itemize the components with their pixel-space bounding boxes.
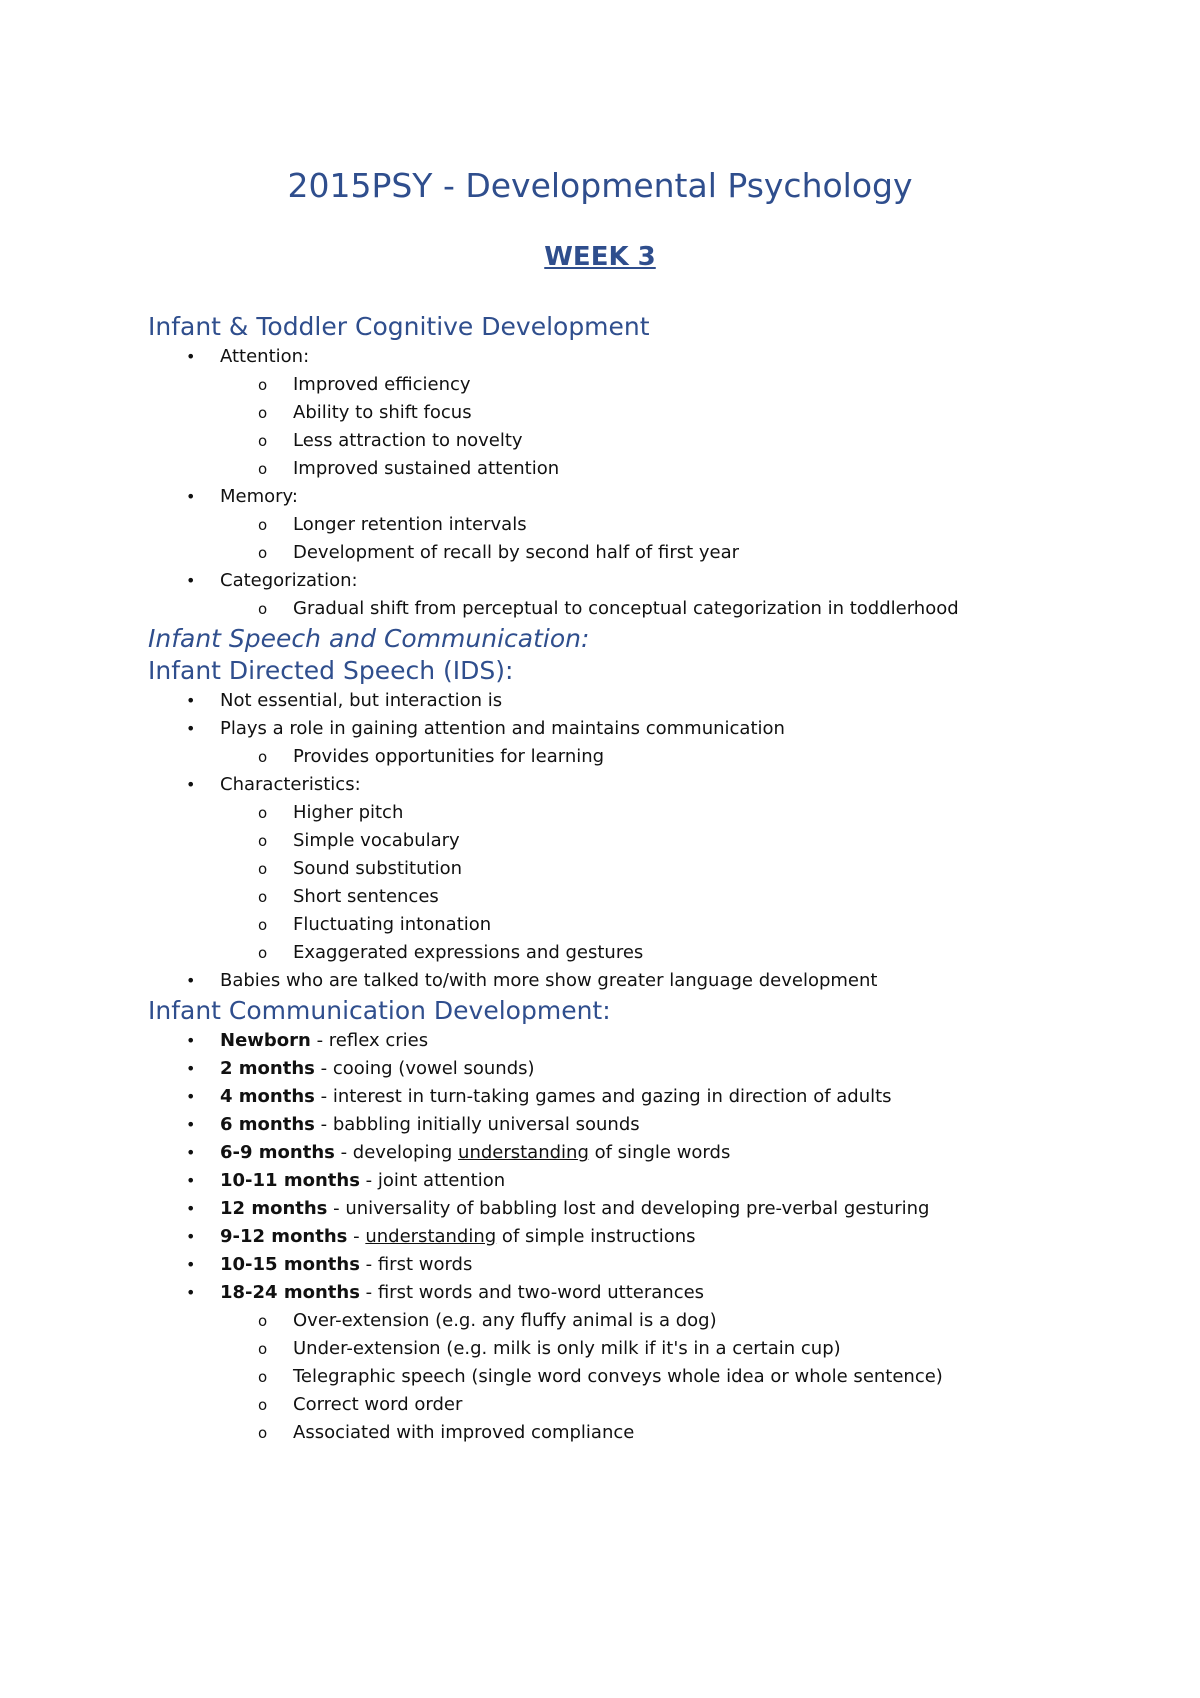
bullet-dot-icon: • [186,775,196,794]
milestone-age: 4 months [220,1086,315,1107]
bullet-circle-icon: o [258,916,268,934]
bullet-circle-icon: o [258,404,268,422]
sub-list-item [148,1419,1158,1447]
bullet-dot-icon: • [186,971,196,990]
milestone-desc: - developing [334,1142,459,1163]
bullet-circle-icon: o [258,376,268,394]
milestone-desc-end: of single words [588,1142,731,1163]
communication-list [148,1027,1158,1447]
sub-list-item-text: Gradual shift from perceptual to conceptual categorization in toddlerhood [293,598,959,619]
bullet-dot-icon: • [186,571,196,590]
milestone-underlined: understanding [365,1226,497,1247]
sub-list-item-text: Improved efficiency [293,374,471,395]
section-heading-communication: Infant Communication Development: [148,996,611,1025]
sub-list-item [148,1307,1158,1335]
bullet-circle-icon: o [258,544,268,562]
bullet-dot-icon: • [186,347,196,366]
section-heading-cognitive: Infant & Toddler Cognitive Development [148,312,650,341]
milestone-age: 6 months [220,1114,315,1135]
milestone-age: Newborn [220,1030,311,1051]
sub-list-item-text: Sound substitution [293,858,462,879]
bullet-circle-icon: o [258,860,268,878]
list-item [148,967,1158,995]
list-item-text: Memory: [220,486,298,507]
bullet-circle-icon: o [258,1396,268,1414]
sub-list-item-text: Correct word order [293,1394,463,1415]
bullet-dot-icon: • [186,691,196,710]
sub-list-item [148,855,1158,883]
list-item [148,771,1158,799]
milestone-desc: - first words [359,1254,473,1275]
bullet-dot-icon: • [186,1143,196,1162]
bullet-dot-icon: • [186,487,196,506]
milestone-item [148,1251,1158,1279]
bullet-dot-icon: • [186,1255,196,1274]
milestone-desc: - [347,1226,366,1247]
bullet-dot-icon: • [186,1171,196,1190]
list-item [148,483,1158,511]
sub-list-item [148,371,1158,399]
bullet-dot-icon: • [186,1115,196,1134]
bullet-circle-icon: o [258,832,268,850]
milestone-age: 12 months [220,1198,328,1219]
sub-list-item-text: Ability to shift focus [293,402,472,423]
bullet-dot-icon: • [186,1059,196,1078]
bullet-circle-icon: o [258,1368,268,1386]
sub-list-item [148,743,1158,771]
bullet-circle-icon: o [258,460,268,478]
list-item [148,715,1158,743]
bullet-circle-icon: o [258,1340,268,1358]
milestone-desc: - babbling initially universal sounds [314,1114,640,1135]
sub-list-item-text: Associated with improved compliance [293,1422,635,1443]
milestone-item [148,1083,1158,1111]
sub-list-item-text: Development of recall by second half of first year [293,542,740,563]
milestone-desc: - reflex cries [310,1030,429,1051]
milestone-underlined: understanding [458,1142,589,1163]
sub-list-item-text: Over-extension (e.g. any fluffy animal is a dog) [293,1310,717,1331]
milestone-item [148,1195,1158,1223]
milestone-desc: - cooing (vowel sounds) [314,1058,535,1079]
bullet-dot-icon: • [186,1087,196,1106]
sub-list-item [148,595,1158,623]
bullet-circle-icon: o [258,600,268,618]
list-item-text: Categorization: [220,570,358,591]
milestone-item [148,1139,1158,1167]
bullet-circle-icon: o [258,748,268,766]
milestone-age: 18-24 months [220,1282,360,1303]
milestone-age: 10-15 months [220,1254,360,1275]
sub-list-item [148,827,1158,855]
milestone-age: 9-12 months [220,1226,348,1247]
sub-list-item [148,799,1158,827]
milestone-item [148,1223,1158,1251]
sub-list-item [148,511,1158,539]
sub-list-item [148,427,1158,455]
cognitive-list [148,343,1158,623]
list-item-text: Characteristics: [220,774,361,795]
notes-content [148,311,1158,1447]
sub-list-item-text: Exaggerated expressions and gestures [293,942,644,963]
section-heading-ids: Infant Directed Speech (IDS): [148,656,514,685]
sub-list-item-text: Less attraction to novelty [293,430,523,451]
bullet-circle-icon: o [258,888,268,906]
bullet-circle-icon: o [258,804,268,822]
milestone-item [148,1111,1158,1139]
bullet-dot-icon: • [186,1283,196,1302]
bullet-dot-icon: • [186,1031,196,1050]
sub-list-item [148,1335,1158,1363]
sub-list-item-text: Provides opportunities for learning [293,746,605,767]
list-item [148,567,1158,595]
bullet-circle-icon: o [258,1312,268,1330]
milestone-item [148,1055,1158,1083]
sub-list-item-text: Fluctuating intonation [293,914,492,935]
sub-list-item-text: Longer retention intervals [293,514,527,535]
sub-list-item-text: Higher pitch [293,802,404,823]
milestone-desc: - interest in turn-taking games and gazing in direction of adults [314,1086,892,1107]
milestone-desc: - universality of babbling lost and developing pre-verbal gesturing [327,1198,930,1219]
bullet-circle-icon: o [258,1424,268,1442]
list-item-text: Attention: [220,346,310,367]
bullet-circle-icon: o [258,516,268,534]
sub-list-item [148,539,1158,567]
bullet-dot-icon: • [186,719,196,738]
sub-list-item [148,939,1158,967]
sub-list-item-text: Under-extension (e.g. milk is only milk if it's in a certain cup) [293,1338,841,1359]
sub-list-item-text: Telegraphic speech (single word conveys whole idea or whole sentence) [293,1366,943,1387]
milestone-age: 10-11 months [220,1170,360,1191]
milestone-item [148,1279,1158,1307]
list-item-text: Babies who are talked to/with more show greater language development [220,970,878,991]
milestone-desc: - joint attention [359,1170,506,1191]
bullet-circle-icon: o [258,944,268,962]
sub-list-item [148,1391,1158,1419]
milestone-age: 2 months [220,1058,315,1079]
milestone-age: 6-9 months [220,1142,335,1163]
sub-list-item [148,911,1158,939]
bullet-dot-icon: • [186,1227,196,1246]
list-item-text: Not essential, but interaction is [220,690,503,711]
milestone-desc-end: of simple instructions [496,1226,696,1247]
sub-list-item [148,883,1158,911]
section-heading-speech: Infant Speech and Communication: [148,624,590,653]
week-heading: WEEK 3 [544,242,656,272]
milestone-desc: - first words and two-word utterances [359,1282,705,1303]
bullet-circle-icon: o [258,432,268,450]
bullet-dot-icon: • [186,1199,196,1218]
list-item-text: Plays a role in gaining attention and maintains communication [220,718,785,739]
sub-list-item [148,1363,1158,1391]
ids-list [148,687,1158,995]
sub-list-item [148,455,1158,483]
sub-list-item-text: Improved sustained attention [293,458,560,479]
milestone-item [148,1027,1158,1055]
sub-list-item [148,399,1158,427]
document-title: 2015PSY - Developmental Psychology [287,166,913,205]
sub-list-item-text: Short sentences [293,886,439,907]
sub-list-item-text: Simple vocabulary [293,830,460,851]
milestone-item [148,1167,1158,1195]
list-item [148,687,1158,715]
list-item [148,343,1158,371]
